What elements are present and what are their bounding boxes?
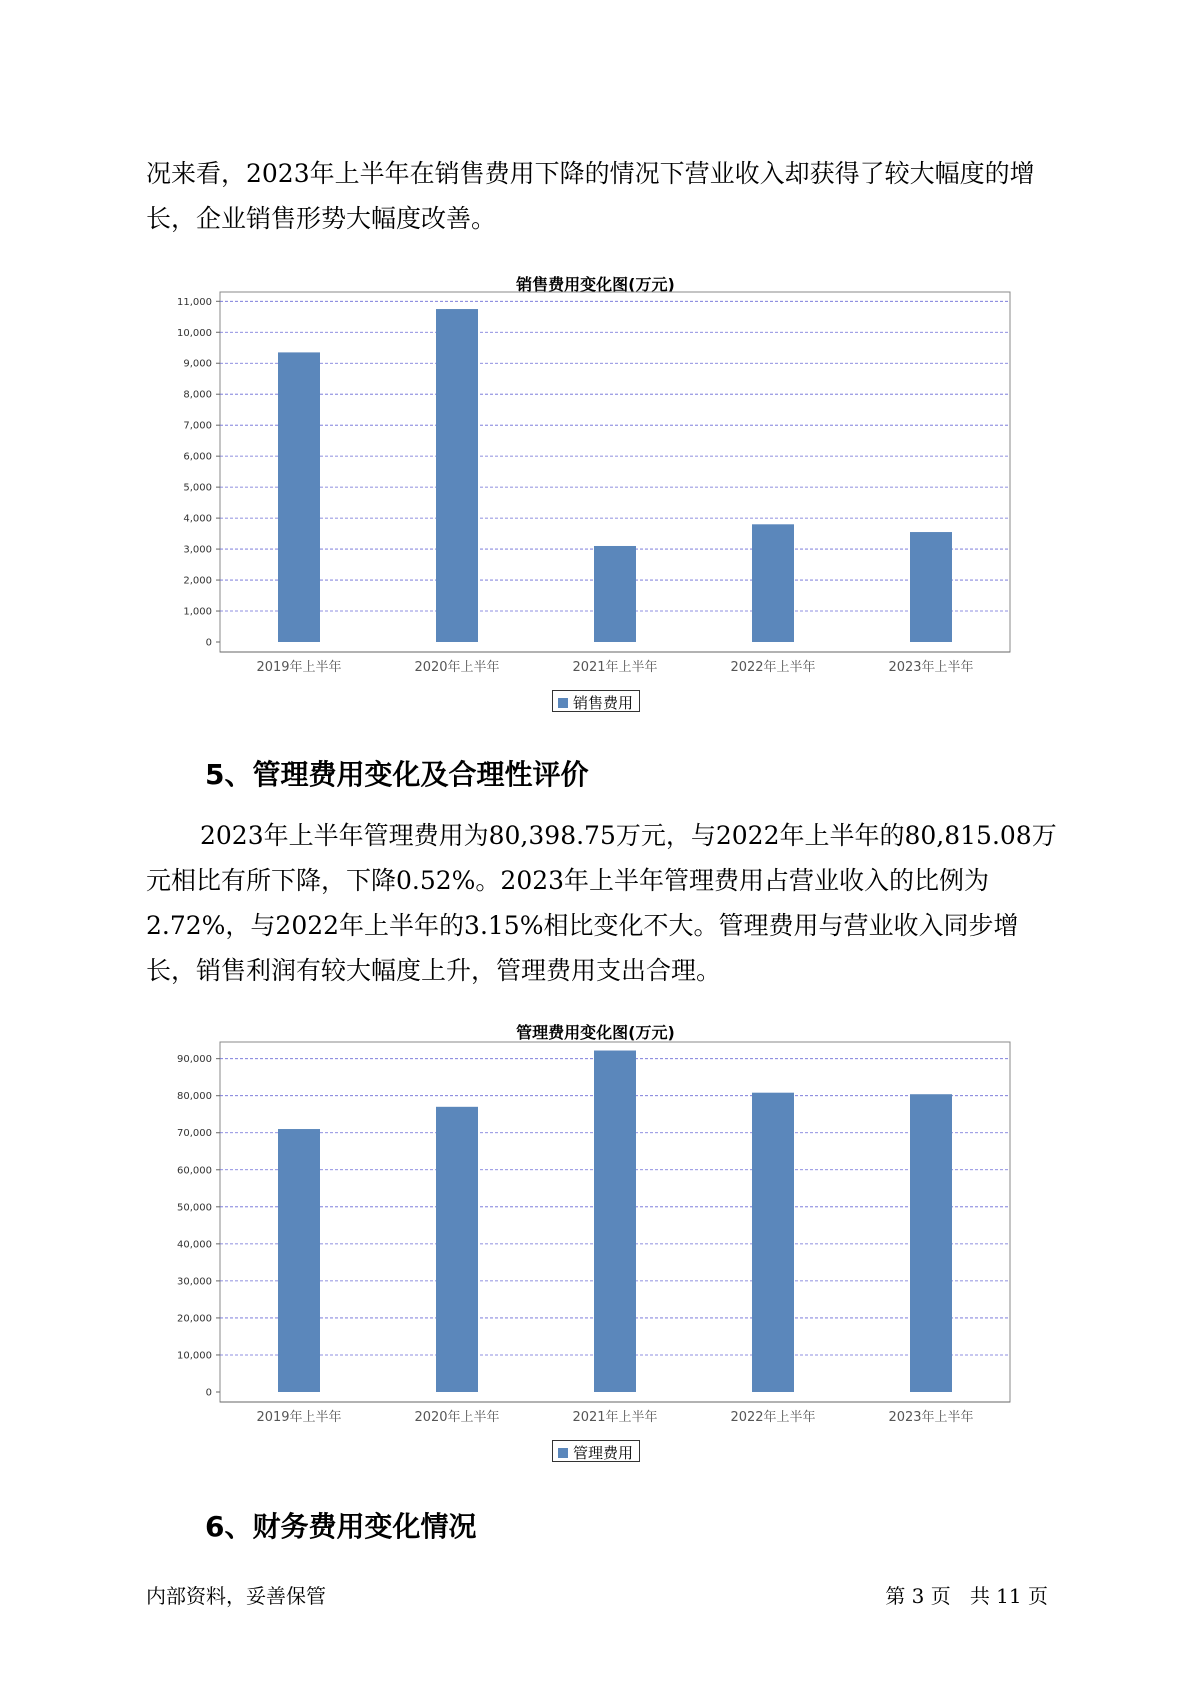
paragraph-admin-summary: 2023年上半年管理费用为80,398.75万元，与2022年上半年的80,815.08万元相比有所下降，下降0.52%。2023年上半年管理费用占营业收入的比例为2.72%，与2022年上半年的3.15%相比变化不大。管理费用与营业收入同步增长，销售利润有较大幅度上升，管理费用支出合理。 (146, 821, 1057, 985)
y-tick-label: 70,000 (177, 1128, 212, 1140)
bar-5 (910, 1094, 952, 1392)
y-tick-label: 9,000 (183, 358, 212, 370)
y-tick-label: 8,000 (183, 389, 212, 401)
y-tick-label: 50,000 (177, 1202, 212, 1214)
paragraph-sales-summary: 况来看，2023年上半年在销售费用下降的情况下营业收入却获得了较大幅度的增长，企业销售形势大幅度改善。 (146, 159, 1035, 233)
x-category-label: 2019年上半年 (256, 660, 342, 675)
legend-label: 销售费用 (573, 694, 634, 712)
chart-title-admin: 管理费用变化图(万元) (516, 1023, 675, 1042)
y-tick-label: 5,000 (183, 482, 212, 494)
y-tick-label: 60,000 (177, 1165, 212, 1177)
x-category-label: 2021年上半年 (572, 660, 658, 675)
sales-expense-chart (0, 290, 1191, 675)
heading-section-5: 5、管理费用变化及合理性评价 (205, 758, 589, 791)
bar-3 (594, 1051, 636, 1392)
bar-3 (594, 546, 636, 642)
legend-swatch (558, 698, 568, 708)
y-tick-label: 0 (205, 637, 212, 649)
y-tick-label: 7,000 (183, 420, 212, 432)
admin-expense-chart (0, 1040, 1191, 1425)
x-category-label: 2020年上半年 (414, 660, 500, 675)
legend-label: 管理费用 (573, 1444, 634, 1462)
y-tick-label: 6,000 (183, 451, 212, 463)
x-category-label: 2022年上半年 (730, 1410, 816, 1425)
x-category-label: 2023年上半年 (888, 1410, 974, 1425)
y-tick-label: 80,000 (177, 1091, 212, 1103)
x-category-label: 2019年上半年 (256, 1410, 342, 1425)
y-tick-label: 20,000 (177, 1313, 212, 1325)
y-tick-label: 2,000 (183, 575, 212, 587)
footer-confidential: 内部资料，妥善保管 (146, 1584, 326, 1608)
x-category-label: 2023年上半年 (888, 660, 974, 675)
y-tick-label: 1,000 (183, 606, 212, 618)
y-tick-label: 90,000 (177, 1054, 212, 1066)
chart-title-sales: 销售费用变化图(万元) (516, 275, 675, 294)
x-category-label: 2021年上半年 (572, 1410, 658, 1425)
y-tick-label: 10,000 (177, 327, 212, 339)
x-category-label: 2022年上半年 (730, 660, 816, 675)
legend-admin (552, 1440, 640, 1462)
legend-swatch (558, 1448, 568, 1458)
heading-section-6: 6、财务费用变化情况 (205, 1510, 477, 1543)
y-tick-label: 4,000 (183, 513, 212, 525)
y-tick-label: 40,000 (177, 1239, 212, 1251)
x-category-label: 2020年上半年 (414, 1410, 500, 1425)
bar-4 (752, 1093, 794, 1392)
y-tick-label: 3,000 (183, 544, 212, 556)
bar-1 (278, 1129, 320, 1392)
bar-5 (910, 532, 952, 642)
legend-sales (552, 690, 640, 712)
y-tick-label: 10,000 (177, 1350, 212, 1362)
bar-1 (278, 352, 320, 642)
bar-4 (752, 524, 794, 642)
bar-2 (436, 1107, 478, 1392)
y-tick-label: 0 (205, 1387, 212, 1399)
footer-page-number: 第 3 页 共 11 页 (885, 1584, 1048, 1608)
y-tick-label: 11,000 (177, 296, 212, 308)
bar-2 (436, 309, 478, 642)
y-tick-label: 30,000 (177, 1276, 212, 1288)
